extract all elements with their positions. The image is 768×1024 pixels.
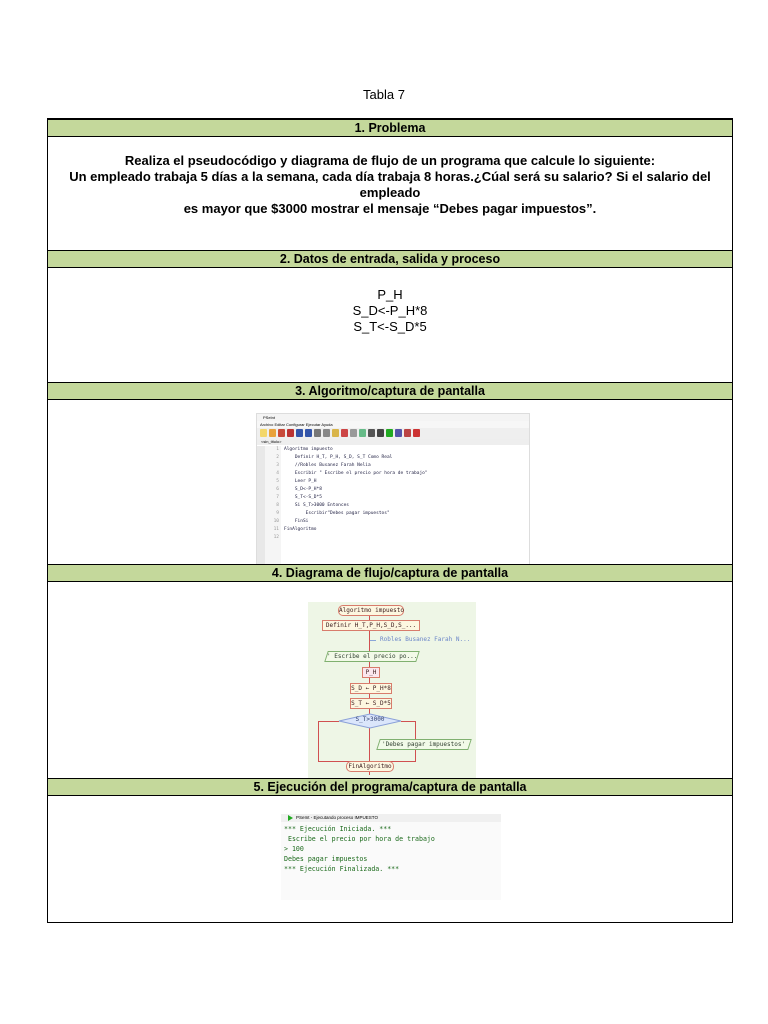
debug-icon xyxy=(395,429,402,437)
pseint-toolbar xyxy=(257,428,529,439)
pseint-code-area xyxy=(257,446,529,566)
problem-header: 1. Problema xyxy=(48,119,732,137)
flow-assign-st: S_T ← S_D*5 xyxy=(351,700,391,707)
algorithm-cell xyxy=(48,400,732,564)
flow-write-message-text: 'Debes pagar impuestos' xyxy=(382,741,466,748)
flow-write-prompt-text: ' Escribe el precio po... xyxy=(327,653,418,660)
run-icon xyxy=(386,429,393,437)
help-icon xyxy=(413,429,420,437)
table-caption: Tabla 7 xyxy=(363,87,405,102)
flow-comment: Robles Busanez Farah N... xyxy=(380,636,471,643)
pseint-menu: Archivo Editar Configurar Ejecutar Ayuda xyxy=(257,421,529,428)
indent-icon xyxy=(341,429,348,437)
save-icon xyxy=(278,429,285,437)
search-icon xyxy=(350,429,357,437)
data-line-input: P_H xyxy=(377,287,403,302)
find-icon xyxy=(359,429,366,437)
step-icon xyxy=(377,429,384,437)
problem-line-3: es mayor que $3000 mostrar el mensaje “Debes pagar impuestos”. xyxy=(183,201,597,216)
flow-read: P_H xyxy=(362,667,380,678)
pseint-side-panel xyxy=(257,446,265,566)
worksheet-table xyxy=(47,118,733,923)
execution-header: 5. Ejecución del programa/captura de pantalla xyxy=(48,778,732,796)
copy-icon xyxy=(323,429,330,437)
data-block xyxy=(48,287,732,335)
console-output: *** Ejecución Iniciada. *** Escribe el precio por hora de trabajo > 100 Debes pagar impuestos *** Ejecución Finalizada. *** xyxy=(284,825,435,873)
execution-cell xyxy=(48,796,732,922)
replace-icon xyxy=(368,429,375,437)
pseint-console-screenshot xyxy=(281,814,501,900)
problem-statement xyxy=(48,153,732,217)
pseint-file-tab: <sin_titulo> xyxy=(257,439,529,445)
cut-icon xyxy=(314,429,321,437)
data-line-output: S_T<-S_D*5 xyxy=(353,319,427,334)
paste-icon xyxy=(332,429,339,437)
flow-comment-link xyxy=(370,640,376,641)
flow-write-prompt xyxy=(324,651,420,662)
pseint-editor-screenshot xyxy=(256,413,530,567)
flow-spine xyxy=(369,615,370,775)
flow-start: Algoritmo impuesto xyxy=(339,607,405,614)
algorithm-header: 3. Algoritmo/captura de pantalla xyxy=(48,382,732,400)
console-title-text: PSeInt - Ejecutando proceso IMPUESTO xyxy=(296,815,378,820)
flow-assign-sd: S_D ← P_H*8 xyxy=(351,685,391,692)
flow-no-branch-h xyxy=(318,721,339,722)
redo-icon xyxy=(305,429,312,437)
open-icon xyxy=(269,429,276,437)
data-line-process: S_D<-P_H*8 xyxy=(352,303,428,318)
run-icon xyxy=(288,815,293,821)
save-as-icon xyxy=(287,429,294,437)
flowchart-screenshot xyxy=(308,602,476,780)
flowchart-icon xyxy=(404,429,411,437)
flowchart-cell xyxy=(48,582,732,778)
flow-yes-branch-h xyxy=(401,721,415,722)
flow-no-branch-v xyxy=(318,721,319,761)
problem-line-1: Realiza el pseudocódigo y diagrama de flujo de un programa que calcule lo siguiente: xyxy=(124,153,656,168)
pseint-title: PSeInt xyxy=(257,414,529,421)
pseint-line-numbers: 1 2 3 4 5 6 7 8 9 10 11 12 xyxy=(265,446,281,566)
undo-icon xyxy=(296,429,303,437)
console-title xyxy=(281,814,501,822)
flow-write-message xyxy=(376,739,472,750)
new-icon xyxy=(260,429,267,437)
flow-define: Definir H_T,P_H,S_D,S_... xyxy=(322,620,420,631)
flowchart-header: 4. Diagrama de flujo/captura de pantalla xyxy=(48,564,732,582)
problem-line-2: Un empleado trabaja 5 días a la semana, cada día trabaja 8 horas.¿Cúal será su salario? Si el salario del empleado xyxy=(69,169,711,200)
pseint-code: Algoritmo impuesto Definir H_T, P_H, S_D, S_T Como Real //Robles Busanez Farah Nelia Escribir " Escribe el precio por hora de trabajo" Leer P_H S_D<-P_H*8 S_T<-S_D*5 Si S_T>3000 Entonces Escribir"Debes pagar impuestos" FinSi FinAlgoritmo xyxy=(284,447,428,532)
data-header: 2. Datos de entrada, salida y proceso xyxy=(48,250,732,268)
flow-end: FinAlgoritmo xyxy=(346,761,394,772)
flow-decision: S_T>3000 xyxy=(355,716,385,723)
